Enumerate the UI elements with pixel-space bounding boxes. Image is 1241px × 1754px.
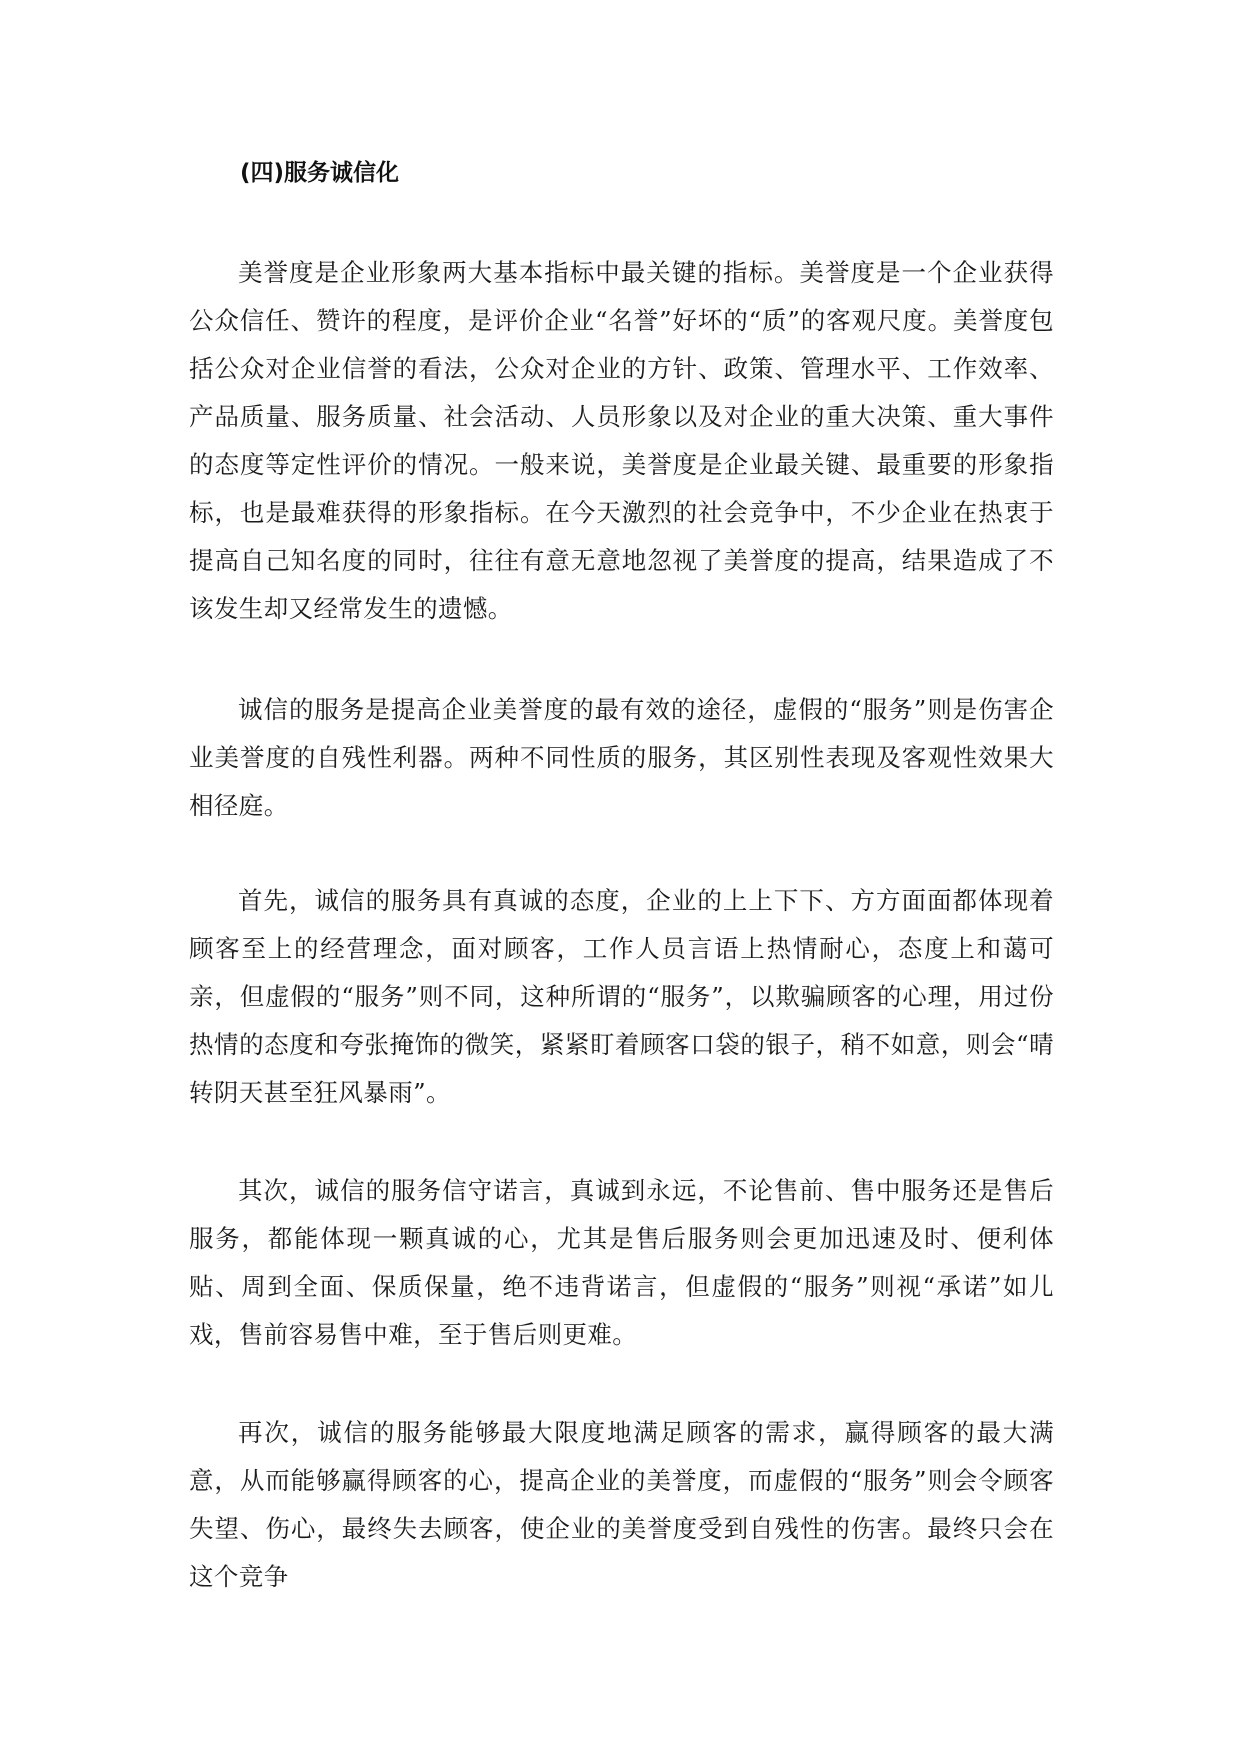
paragraph-reputation: 美誉度是企业形象两大基本指标中最关键的指标。美誉度是一个企业获得公众信任、赞许的程度，是评价企业“名誉”好坏的“质”的客观尺度。美誉度包括公众对企业信誉的看法，公众对企业的方针、政策、管理水平、工作效率、产品质量、服务质量、社会活动、人员形象以及对企业的重大决策、重大事件的态度等定性评价的情况。一般来说，美誉度是企业最关键、最重要的形象指标，也是最难获得的形象指标。在今天激烈的社会竞争中，不少企业在热衷于提高自己知名度的同时，往往有意无意地忽视了美誉度的提高，结果造成了不该发生却又经常发生的遗憾。 — [189, 258, 1054, 623]
paragraph-third-point: 再次，诚信的服务能够最大限度地满足顾客的需求，赢得顾客的最大满意，从而能够赢得顾客的心，提高企业的美誉度，而虚假的“服务”则会令顾客失望、伤心，最终失去顾客，使企业的美誉度受到自残性的伤害。最终只会在这个竞争 — [189, 1418, 1054, 1591]
paragraph-second-point: 其次，诚信的服务信守诺言，真诚到永远，不论售前、售中服务还是售后服务，都能体现一颗真诚的心，尤其是售后服务则会更加迅速及时、便利体贴、周到全面、保质保量，绝不违背诺言，但虚假的“服务”则视“承诺”如儿戏，售前容易售中难，至于售后则更难。 — [189, 1176, 1054, 1349]
paragraph-first-point: 首先，诚信的服务具有真诚的态度，企业的上上下下、方方面面都体现着顾客至上的经营理念，面对顾客，工作人员言语上热情耐心，态度上和蔼可亲，但虚假的“服务”则不同，这种所谓的“服务”，以欺骗顾客的心理，用过份热情的态度和夸张掩饰的微笑，紧紧盯着顾客口袋的银子，稍不如意，则会“晴转阴天甚至狂风暴雨”。 — [189, 886, 1054, 1107]
paragraph-honest-service: 诚信的服务是提高企业美誉度的最有效的途径，虚假的“服务”则是伤害企业美誉度的自残性利器。两种不同性质的服务，其区别性表现及客观性效果大相径庭。 — [189, 695, 1054, 820]
section-heading: (四)服务诚信化 — [240, 160, 400, 186]
